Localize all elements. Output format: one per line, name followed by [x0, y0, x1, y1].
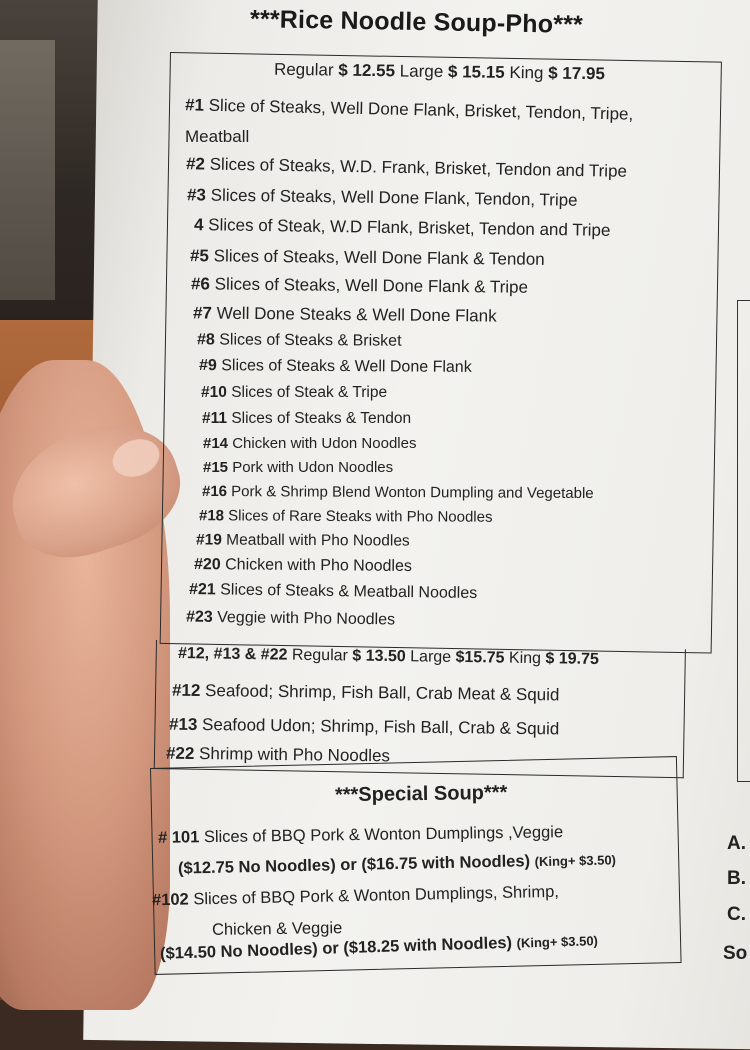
menu-item: Meatball	[185, 127, 250, 146]
menu-item: #10 Slices of Steak & Tripe	[201, 384, 388, 401]
section2-price-line: #12, #13 & #22 Regular $ 13.50 Large $15.75 King $ 19.75	[177, 645, 599, 668]
large-price: $ 15.15	[447, 62, 505, 82]
menu-item: #13 Seafood Udon; Shrimp, Fish Ball, Crab & Squid	[168, 714, 560, 739]
menu-item: #23 Veggie with Pho Noodles	[185, 608, 396, 629]
king-label: King	[509, 62, 544, 83]
regular-label: Regular	[273, 59, 334, 80]
menu-item: #22 Shrimp with Pho Noodles	[165, 743, 391, 766]
menu-item: #1 Slice of Steaks, Well Done Flank, Brisket, Tendon, Tripe,	[184, 95, 634, 124]
menu-item: #18 Slices of Rare Steaks with Pho Noodles	[198, 507, 493, 526]
menu-item: 4 Slices of Steak, W.D Flank, Brisket, Tendon and Tripe	[193, 215, 611, 240]
menu-title: ***Rice Noodle Soup-Pho***	[249, 5, 584, 39]
menu-item: #9 Slices of Steaks & Well Done Flank	[198, 357, 472, 376]
menu-item: #7 Well Done Steaks & Well Done Flank	[192, 303, 497, 326]
menu-item: #3 Slices of Steaks, Well Done Flank, Tendon, Tripe	[186, 185, 578, 210]
menu-item: #6 Slices of Steaks, Well Done Flank & Tripe	[190, 274, 529, 297]
menu-item: #2 Slices of Steaks, W.D. Frank, Brisket, Tendon and Tripe	[185, 154, 628, 181]
menu-item: ($14.50 No Noodles) or ($18.25 with Noodles) (King+ $3.50)	[159, 933, 599, 963]
edge-letter: C.	[727, 904, 746, 925]
menu-item: #20 Chicken with Pho Noodles	[193, 556, 412, 575]
menu-item: # 101 Slices of BBQ Pork & Wonton Dumplings ,Veggie	[157, 823, 564, 847]
regular-price: $ 12.55	[338, 60, 396, 81]
edge-letter: A.	[727, 833, 746, 854]
menu-item: #8 Slices of Steaks & Brisket	[196, 331, 402, 350]
edge-letter: So	[723, 943, 748, 964]
menu-item: #19 Meatball with Pho Noodles	[195, 531, 410, 550]
special-soup-title: ***Special Soup***	[334, 781, 508, 807]
background-window	[0, 40, 55, 300]
large-label: Large	[399, 61, 444, 82]
king-price: $ 17.95	[548, 63, 606, 84]
menu-item: #12 Seafood; Shrimp, Fish Ball, Crab Meat & Squid	[171, 680, 560, 705]
adjacent-box-edge	[737, 300, 750, 782]
menu-item: #11 Slices of Steaks & Tendon	[202, 410, 412, 427]
menu-item: #15 Pork with Udon Noodles	[203, 459, 394, 476]
menu-item: #5 Slices of Steaks, Well Done Flank & Tendon	[189, 246, 545, 269]
menu-item: #14 Chicken with Udon Noodles	[203, 435, 417, 452]
menu-item: #16 Pork & Shrimp Blend Wonton Dumpling and Vegetable	[201, 482, 594, 503]
menu-item: #21 Slices of Steaks & Meatball Noodles	[188, 580, 478, 603]
menu-item: #102 Slices of BBQ Pork & Wonton Dumplings, Shrimp,	[151, 882, 560, 910]
edge-letter: B.	[727, 868, 746, 889]
combo-nums: #12, #13 & #22	[177, 645, 288, 664]
menu-item: Chicken & Veggie	[211, 919, 343, 939]
menu-item: ($12.75 No Noodles) or ($16.75 with Noodles) (King+ $3.50)	[177, 852, 617, 878]
